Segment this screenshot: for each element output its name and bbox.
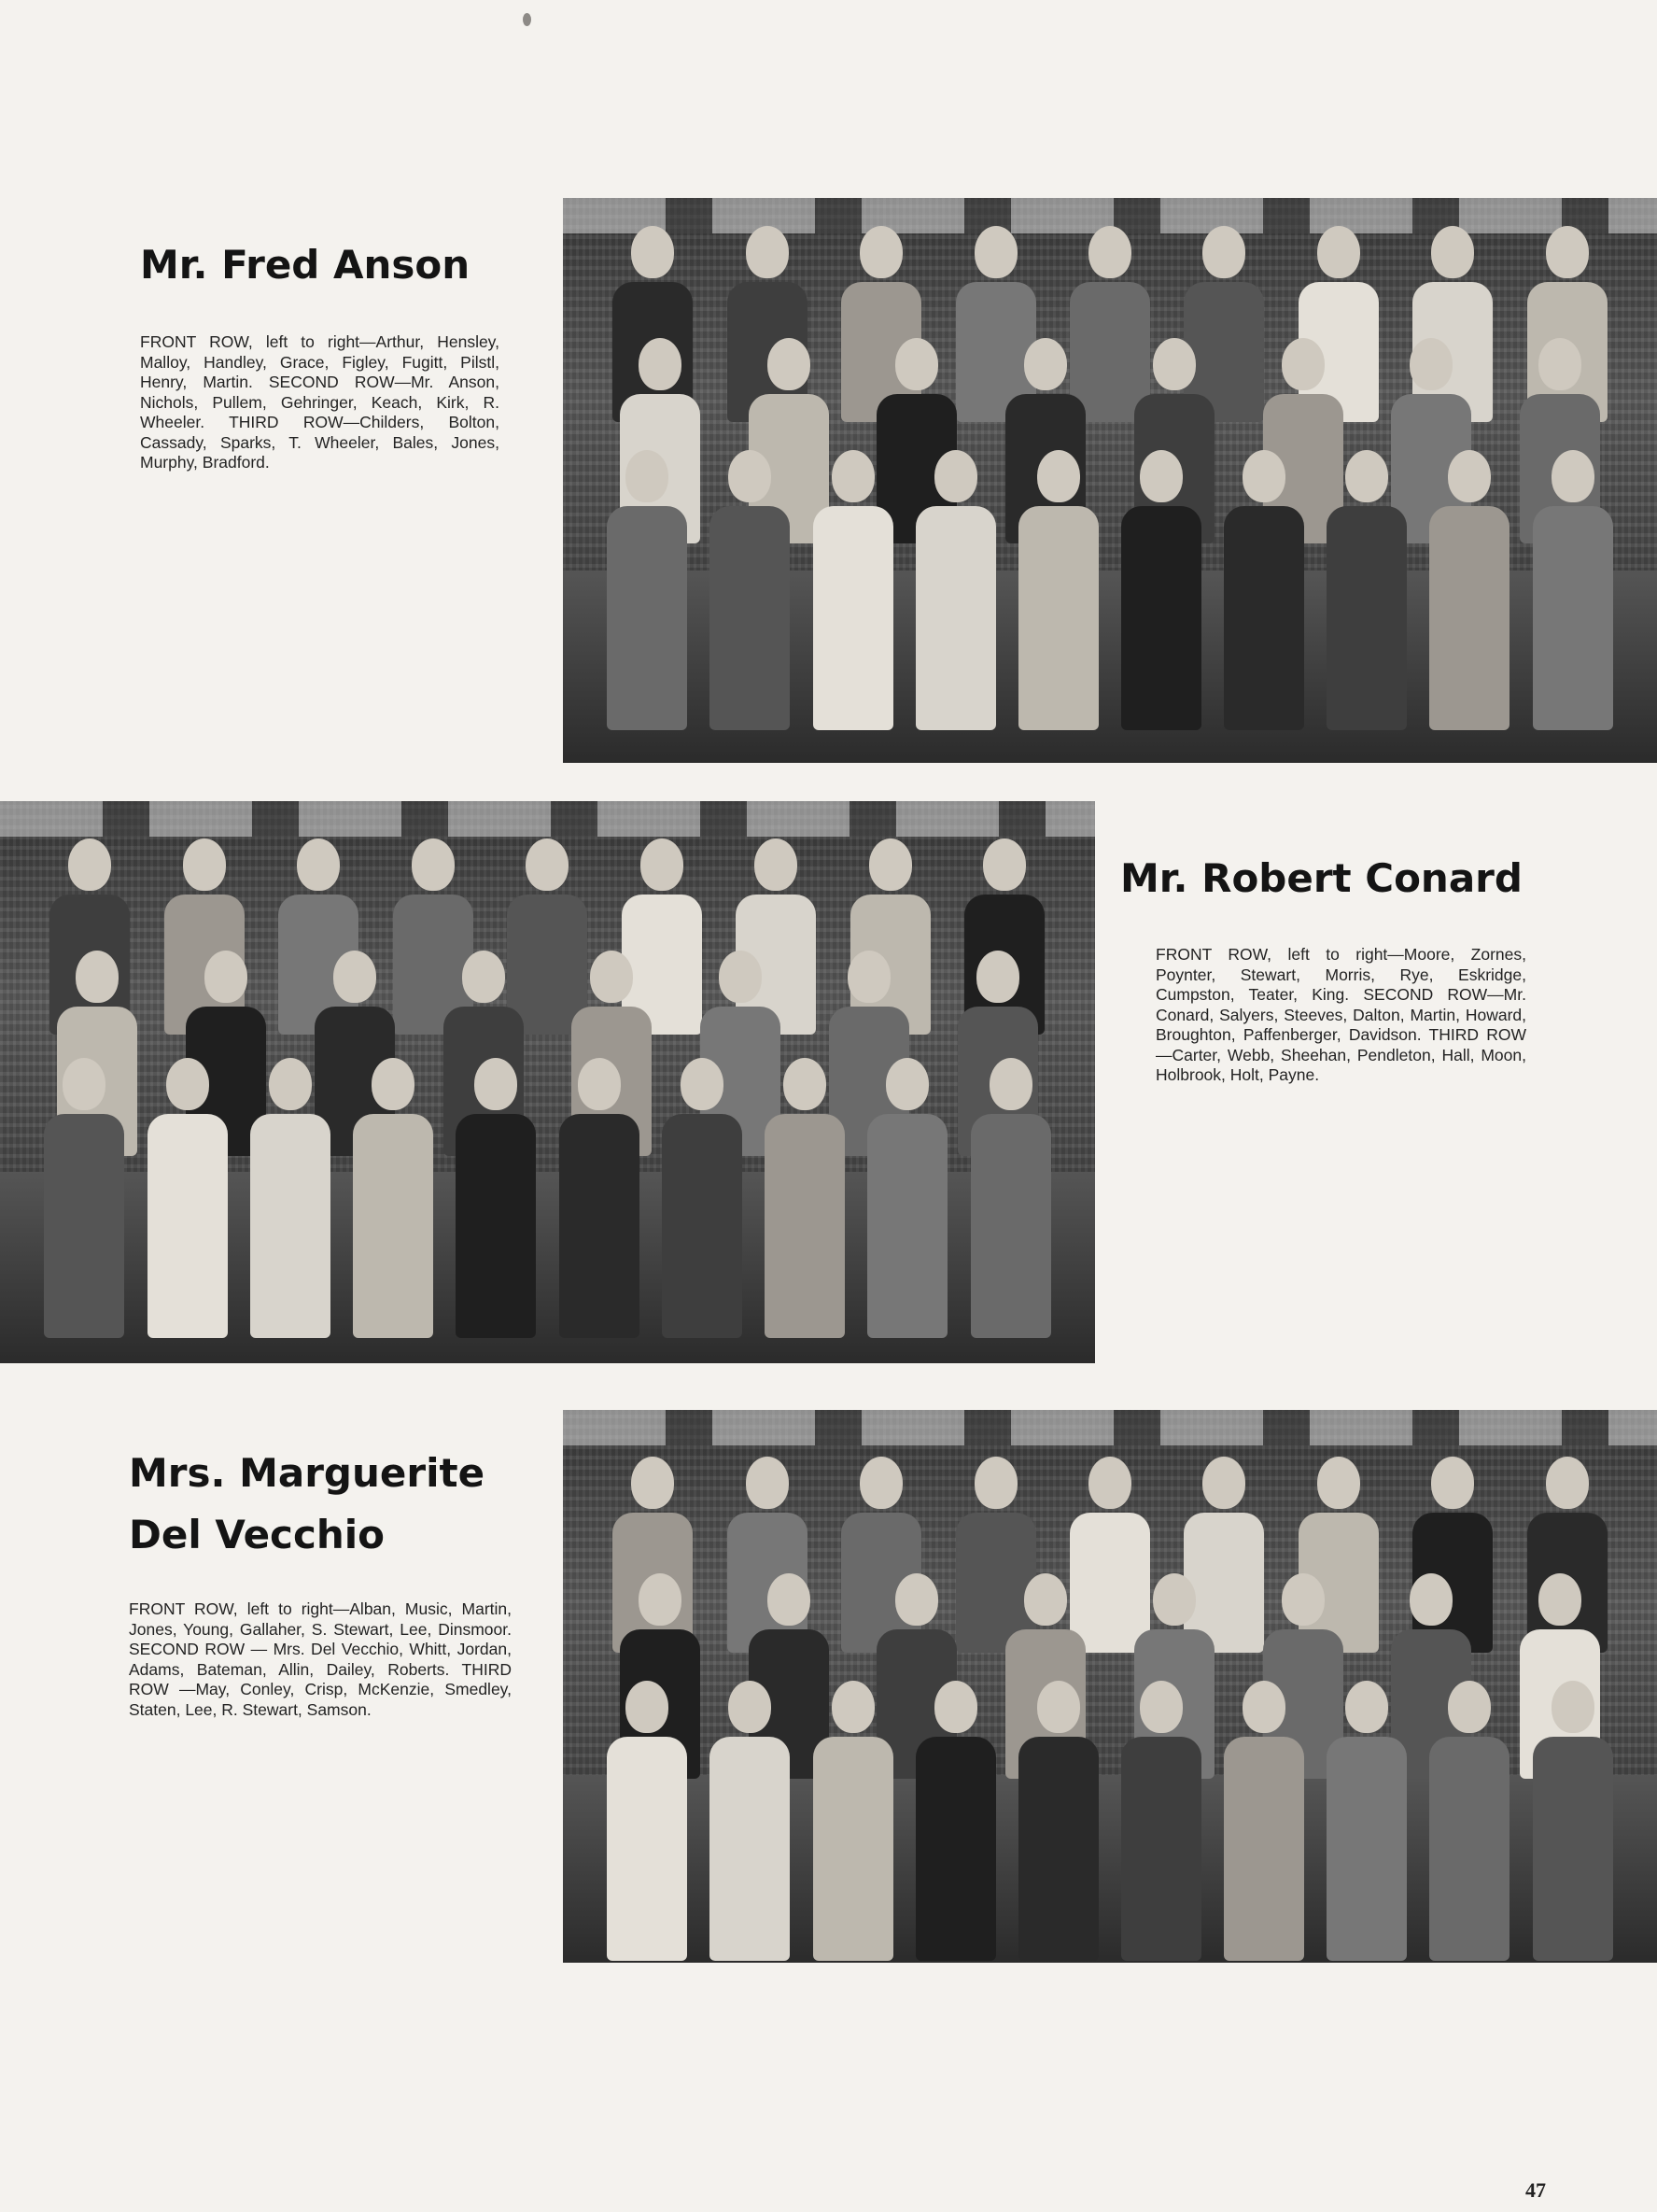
person-body (1224, 506, 1304, 730)
teacher-name-delvecchio-line2: Del Vecchio (129, 1512, 386, 1557)
person-body (1327, 1737, 1407, 1961)
caption-conard: FRONT ROW, left to right—Moore, Zornes, Poynter, Stewart, Morris, Rye, Eskridge, Cumpston, Teater, King. SECOND ROW—Mr. Conard, Salyers, Steeves, Dalton, Martin, Howard, Broughton, Paffenberger, Davidson. THIRD ROW—Carter, Webb, Sheehan, Pendleton, Hall, Moon, Holbrook, Holt, Payne. (1156, 945, 1526, 1084)
pictured-person (1327, 1681, 1407, 1961)
pictured-person (1327, 450, 1407, 730)
person-head (578, 1058, 621, 1110)
person-body (709, 506, 790, 730)
person-head (1037, 1681, 1080, 1733)
person-body (147, 1114, 228, 1338)
person-head (1088, 226, 1131, 278)
pictured-person (813, 450, 893, 730)
pictured-person (1224, 1681, 1304, 1961)
pictured-person (867, 1058, 948, 1338)
person-head (848, 951, 891, 1003)
person-body (1533, 506, 1613, 730)
pictured-person (1533, 450, 1613, 730)
pictured-person (44, 1058, 124, 1338)
person-head (372, 1058, 414, 1110)
person-body (916, 506, 996, 730)
person-head (1088, 1457, 1131, 1509)
pictured-person (709, 1681, 790, 1961)
pictured-person (1121, 450, 1201, 730)
person-head (639, 1573, 681, 1626)
pictured-person (1429, 1681, 1510, 1961)
person-head (1431, 226, 1474, 278)
person-head (1037, 450, 1080, 502)
person-body (1121, 506, 1201, 730)
person-body (1429, 1737, 1510, 1961)
person-body (709, 1737, 790, 1961)
photo-row-front (596, 450, 1624, 730)
person-head (1410, 1573, 1453, 1626)
person-head (1546, 226, 1589, 278)
person-head (1345, 450, 1388, 502)
person-head (1024, 1573, 1067, 1626)
caption-anson: FRONT ROW, left to right—Arthur, Hensley, Malloy, Handley, Grace, Figley, Fugitt, Pilstl, Henry, Martin. SECOND ROW—Mr. Anson, Nichols, Pullem, Gehringer, Keach, Kirk, R. Wheeler. THIRD ROW—Childers, Bolton, Cassady, Sparks, T. Wheeler, Bales, Jones, Murphy, Bradford. (140, 332, 499, 472)
person-head (746, 226, 789, 278)
person-body (559, 1114, 639, 1338)
person-head (1546, 1457, 1589, 1509)
person-head (1153, 338, 1196, 390)
person-body (662, 1114, 742, 1338)
photo-row-front (596, 1681, 1624, 1961)
person-body (44, 1114, 124, 1338)
pictured-person (456, 1058, 536, 1338)
pictured-person (1018, 1681, 1099, 1961)
person-head (869, 838, 912, 891)
pictured-person (662, 1058, 742, 1338)
pictured-person (971, 1058, 1051, 1338)
person-head (412, 838, 455, 891)
person-head (975, 1457, 1018, 1509)
teacher-name-delvecchio-line1: Mrs. Marguerite (129, 1450, 485, 1496)
person-head (1448, 450, 1491, 502)
caption-delvecchio: FRONT ROW, left to right—Alban, Music, Martin, Jones, Young, Gallaher, S. Stewart, Lee, Dinsmoor. SECOND ROW — Mrs. Del Vecchio, Whitt, Jordan, Adams, Bateman, Allin, Dailey, Roberts. THIRD ROW —May, Conley, Crisp, McKenzie, Smedley, Staten, Lee, R. Stewart, Samson. (129, 1599, 512, 1719)
person-head (934, 1681, 977, 1733)
person-head (639, 338, 681, 390)
person-body (867, 1114, 948, 1338)
person-head (269, 1058, 312, 1110)
person-body (1327, 506, 1407, 730)
teacher-name-anson: Mr. Fred Anson (140, 242, 470, 288)
person-head (1153, 1573, 1196, 1626)
pictured-person (765, 1058, 845, 1338)
person-head (63, 1058, 105, 1110)
pictured-person (1121, 1681, 1201, 1961)
person-head (1243, 450, 1285, 502)
person-body (1224, 1737, 1304, 1961)
person-body (813, 506, 893, 730)
person-head (631, 1457, 674, 1509)
person-head (754, 838, 797, 891)
person-body (353, 1114, 433, 1338)
person-body (813, 1737, 893, 1961)
person-head (1410, 338, 1453, 390)
person-body (607, 506, 687, 730)
person-head (526, 838, 569, 891)
paper-speck (523, 13, 531, 26)
person-head (1140, 1681, 1183, 1733)
person-head (860, 1457, 903, 1509)
pictured-person (607, 450, 687, 730)
person-head (68, 838, 111, 891)
class-photo-anson (563, 198, 1657, 763)
person-head (297, 838, 340, 891)
person-body (607, 1737, 687, 1961)
page-number: 47 (1525, 2178, 1546, 2202)
person-body (1018, 506, 1099, 730)
person-head (1202, 226, 1245, 278)
person-body (456, 1114, 536, 1338)
person-head (1202, 1457, 1245, 1509)
person-body (1429, 506, 1510, 730)
person-body (1121, 1737, 1201, 1961)
person-head (895, 1573, 938, 1626)
person-head (1431, 1457, 1474, 1509)
person-head (976, 951, 1019, 1003)
person-body (765, 1114, 845, 1338)
pictured-person (250, 1058, 330, 1338)
person-head (462, 951, 505, 1003)
pictured-person (147, 1058, 228, 1338)
person-body (250, 1114, 330, 1338)
photo-row-front (33, 1058, 1062, 1338)
person-head (832, 450, 875, 502)
person-head (333, 951, 376, 1003)
person-body (971, 1114, 1051, 1338)
pictured-person (1533, 1681, 1613, 1961)
person-head (1345, 1681, 1388, 1733)
person-head (1317, 1457, 1360, 1509)
person-body (1533, 1737, 1613, 1961)
person-head (640, 838, 683, 891)
building-windows (0, 801, 1095, 837)
person-head (895, 338, 938, 390)
pictured-person (916, 450, 996, 730)
person-head (183, 838, 226, 891)
person-head (934, 450, 977, 502)
person-head (590, 951, 633, 1003)
pictured-person (709, 450, 790, 730)
building-windows (563, 1410, 1657, 1445)
person-head (719, 951, 762, 1003)
person-head (860, 226, 903, 278)
person-head (1317, 226, 1360, 278)
teacher-name-conard: Mr. Robert Conard (1120, 855, 1523, 901)
person-body (916, 1737, 996, 1961)
person-head (990, 1058, 1032, 1110)
pictured-person (916, 1681, 996, 1961)
person-head (767, 1573, 810, 1626)
person-head (681, 1058, 723, 1110)
person-head (1140, 450, 1183, 502)
person-head (1282, 338, 1325, 390)
person-head (1024, 338, 1067, 390)
person-head (1243, 1681, 1285, 1733)
person-head (1282, 1573, 1325, 1626)
person-head (1538, 338, 1581, 390)
pictured-person (353, 1058, 433, 1338)
pictured-person (1224, 450, 1304, 730)
person-head (631, 226, 674, 278)
person-body (1018, 1737, 1099, 1961)
person-head (1552, 450, 1594, 502)
pictured-person (607, 1681, 687, 1961)
person-head (983, 838, 1026, 891)
person-head (1538, 1573, 1581, 1626)
pictured-person (1429, 450, 1510, 730)
pictured-person (1018, 450, 1099, 730)
person-head (728, 450, 771, 502)
person-head (166, 1058, 209, 1110)
class-photo-conard (0, 801, 1095, 1363)
person-head (76, 951, 119, 1003)
pictured-person (813, 1681, 893, 1961)
pictured-person (559, 1058, 639, 1338)
person-head (746, 1457, 789, 1509)
person-head (886, 1058, 929, 1110)
person-head (975, 226, 1018, 278)
person-head (204, 951, 247, 1003)
person-head (474, 1058, 517, 1110)
person-head (1552, 1681, 1594, 1733)
class-photo-delvecchio (563, 1410, 1657, 1963)
person-head (625, 450, 668, 502)
person-head (832, 1681, 875, 1733)
person-head (783, 1058, 826, 1110)
person-head (1448, 1681, 1491, 1733)
person-head (767, 338, 810, 390)
person-head (728, 1681, 771, 1733)
person-head (625, 1681, 668, 1733)
